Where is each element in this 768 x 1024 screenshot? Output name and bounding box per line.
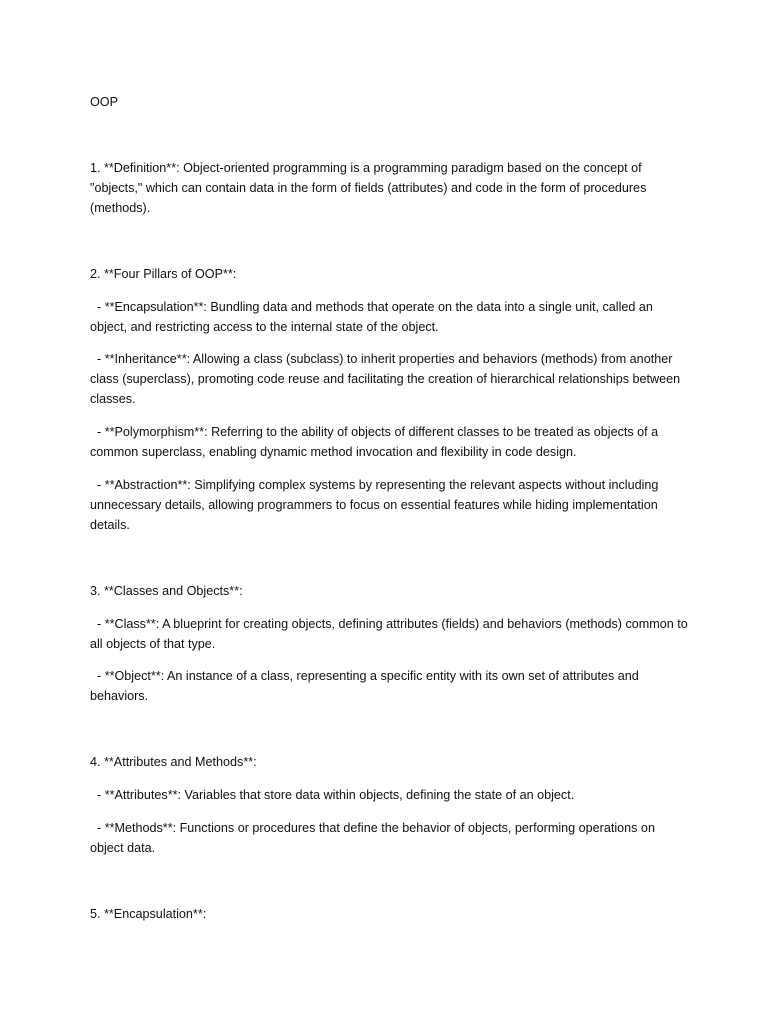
list-item-polymorphism: - **Polymorphism**: Referring to the ability of objects of different classes to be treated as objects of a common superclass, enabling dynamic method invocation and flexibility in code design.: [90, 425, 659, 459]
document-title: OOP: [90, 95, 118, 109]
list-item-object: - **Object**: An instance of a class, representing a specific entity with its own set of attributes and behaviors.: [90, 669, 639, 703]
section-3-heading: 3. **Classes and Objects**:: [90, 584, 243, 598]
list-item-inheritance: - **Inheritance**: Allowing a class (subclass) to inherit properties and behaviors (methods) from another class (superclass), promoting code reuse and facilitating the creation of hierarchical relationships between classes.: [90, 352, 681, 406]
list-item-abstraction: - **Abstraction**: Simplifying complex systems by representing the relevant aspects without including unnecessary details, allowing programmers to focus on essential features while hiding implementation details.: [90, 478, 659, 532]
list-item-methods: - **Methods**: Functions or procedures that define the behavior of objects, performing operations on object data.: [90, 821, 655, 855]
section-5-heading: 5. **Encapsulation**:: [90, 907, 207, 921]
list-item-class: - **Class**: A blueprint for creating objects, defining attributes (fields) and behaviors (methods) common to all objects of that type.: [90, 617, 688, 651]
section-1-definition: 1. **Definition**: Object-oriented programming is a programming paradigm based on the concept of "objects," which can contain data in the form of fields (attributes) and code in the form of procedures (methods).: [90, 161, 647, 215]
list-item-attributes: - **Attributes**: Variables that store data within objects, defining the state of an object.: [90, 788, 575, 802]
section-2-heading: 2. **Four Pillars of OOP**:: [90, 267, 237, 281]
section-4-heading: 4. **Attributes and Methods**:: [90, 755, 257, 769]
list-item-encapsulation: - **Encapsulation**: Bundling data and methods that operate on the data into a single unit, called an object, and restricting access to the internal state of the object.: [90, 300, 653, 334]
